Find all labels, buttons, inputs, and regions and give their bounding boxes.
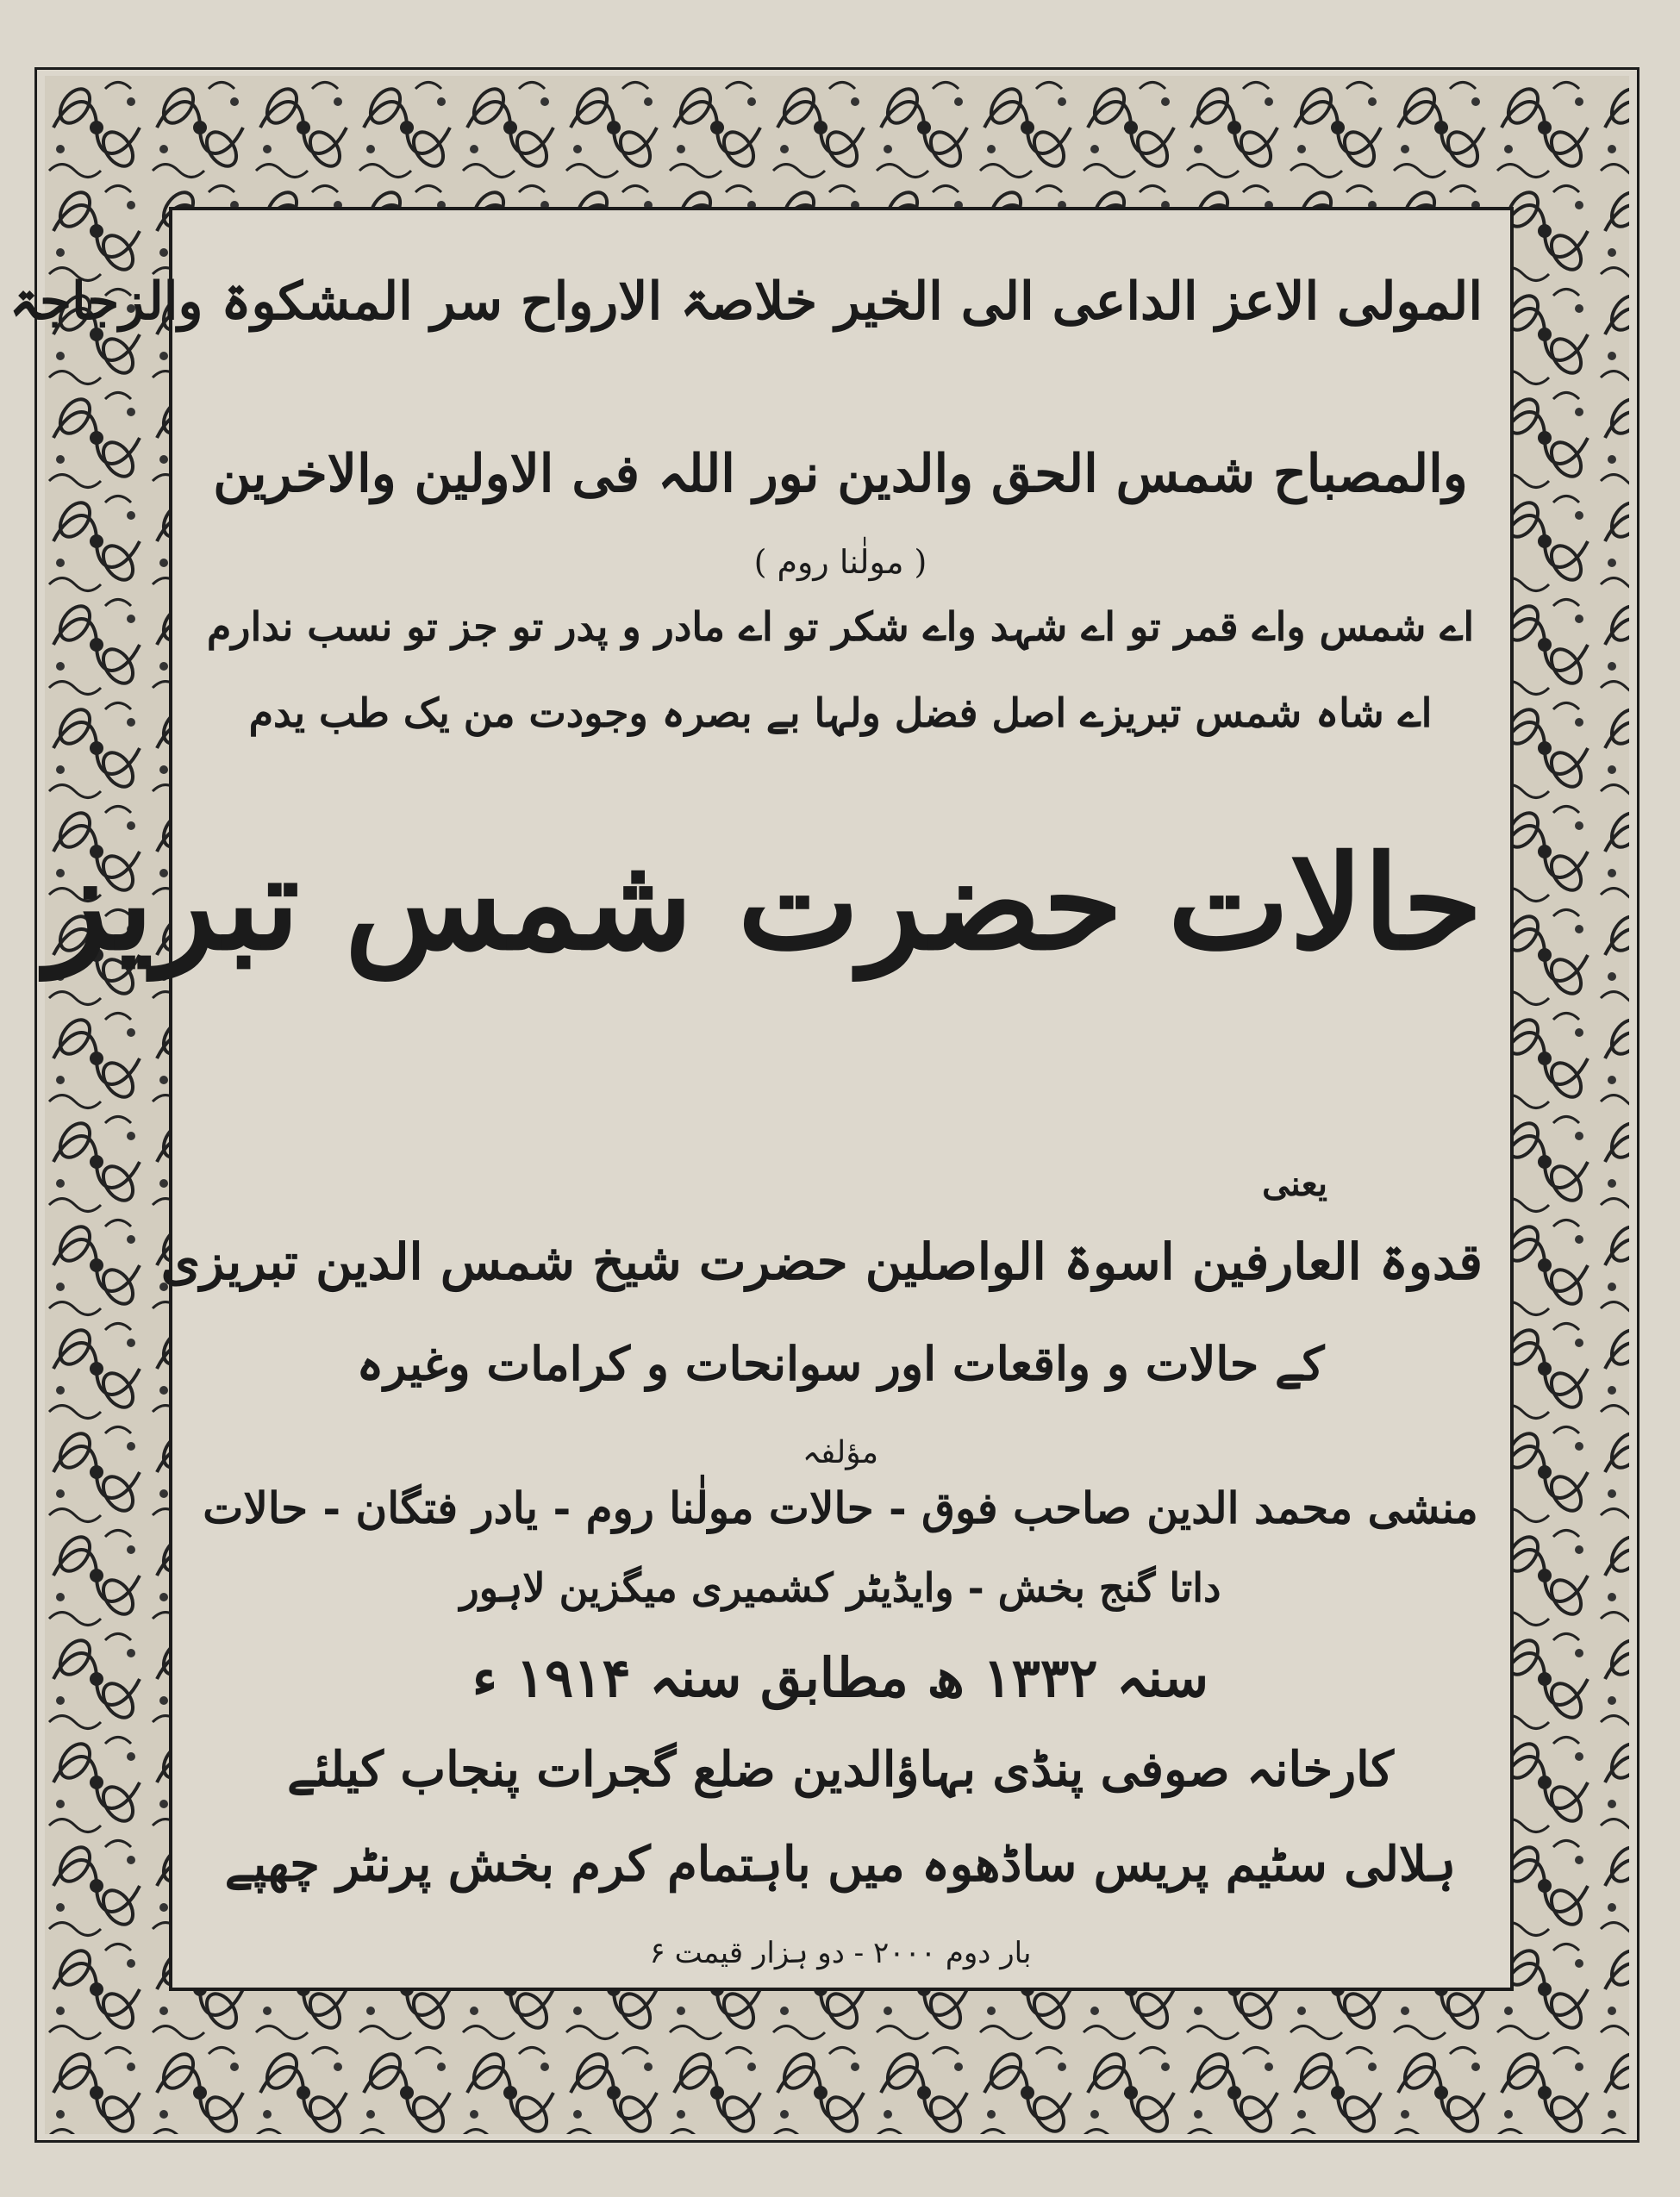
subtitle-line-1: قدوۃ العارفین اسوۃ الواصلین حضرت شیخ شمس الدین تبریزی <box>160 1233 1483 1291</box>
compiled-by-label: مؤلفہ <box>802 1435 879 1470</box>
publisher-line-1: کارخانہ صوفی پنڈی بہاؤالدین ضلع گجرات پنجاب کیلئے <box>287 1741 1394 1798</box>
subtitle-line-2: کے حالات و واقعات اور سوانحات و کرامات وغیرہ <box>356 1336 1325 1391</box>
edition-and-price: بار دوم ۲۰۰۰ - دو ہزار قیمت ۶ <box>649 1936 1032 1970</box>
main-title: حالات حضرت شمس تبریز <box>46 827 1483 979</box>
author-line-2: داتا گنج بخش - وایڈیٹر کشمیری میگزین لاہور <box>459 1564 1221 1611</box>
author-line-1: منشی محمد الدین صاحب فوق - حالات مولٰنا روم - یادر فتگان - حالات <box>203 1482 1478 1533</box>
title-page-text <box>9 233 1483 1974</box>
yani-label: یعنی <box>1262 1164 1327 1204</box>
attribution: ( مولٰنا روم ) <box>753 543 927 581</box>
publisher-line-2: ہلالی سٹیم پریس ساڈھوہ میں باہتمام کرم بخش پرنٹر چھپے <box>224 1836 1457 1893</box>
verse-line-2: اے شاہ شمس تبریزے اصل فضل ولہا بے بصرہ وجودت من یک طب یدم <box>248 690 1433 736</box>
epithet-line-2: والمصباح شمس الحق والدین نور اللہ فی الاولین والاخرین <box>213 444 1468 504</box>
publication-date: سنہ ۱۳۳۲ ھ مطابق سنہ ۱۹۱۴ ء <box>472 1646 1209 1709</box>
epithet-line-1: المولی الاعز الداعی الی الخیر خلاصۃ الارواح سر المشکوۃ والزجاجۃ <box>9 272 1483 332</box>
verse-line-1: اے شمس واے قمر تو اے شہد واے شکر تو اے مادر و پدر تو جز تو نسب ندارم <box>206 603 1475 650</box>
